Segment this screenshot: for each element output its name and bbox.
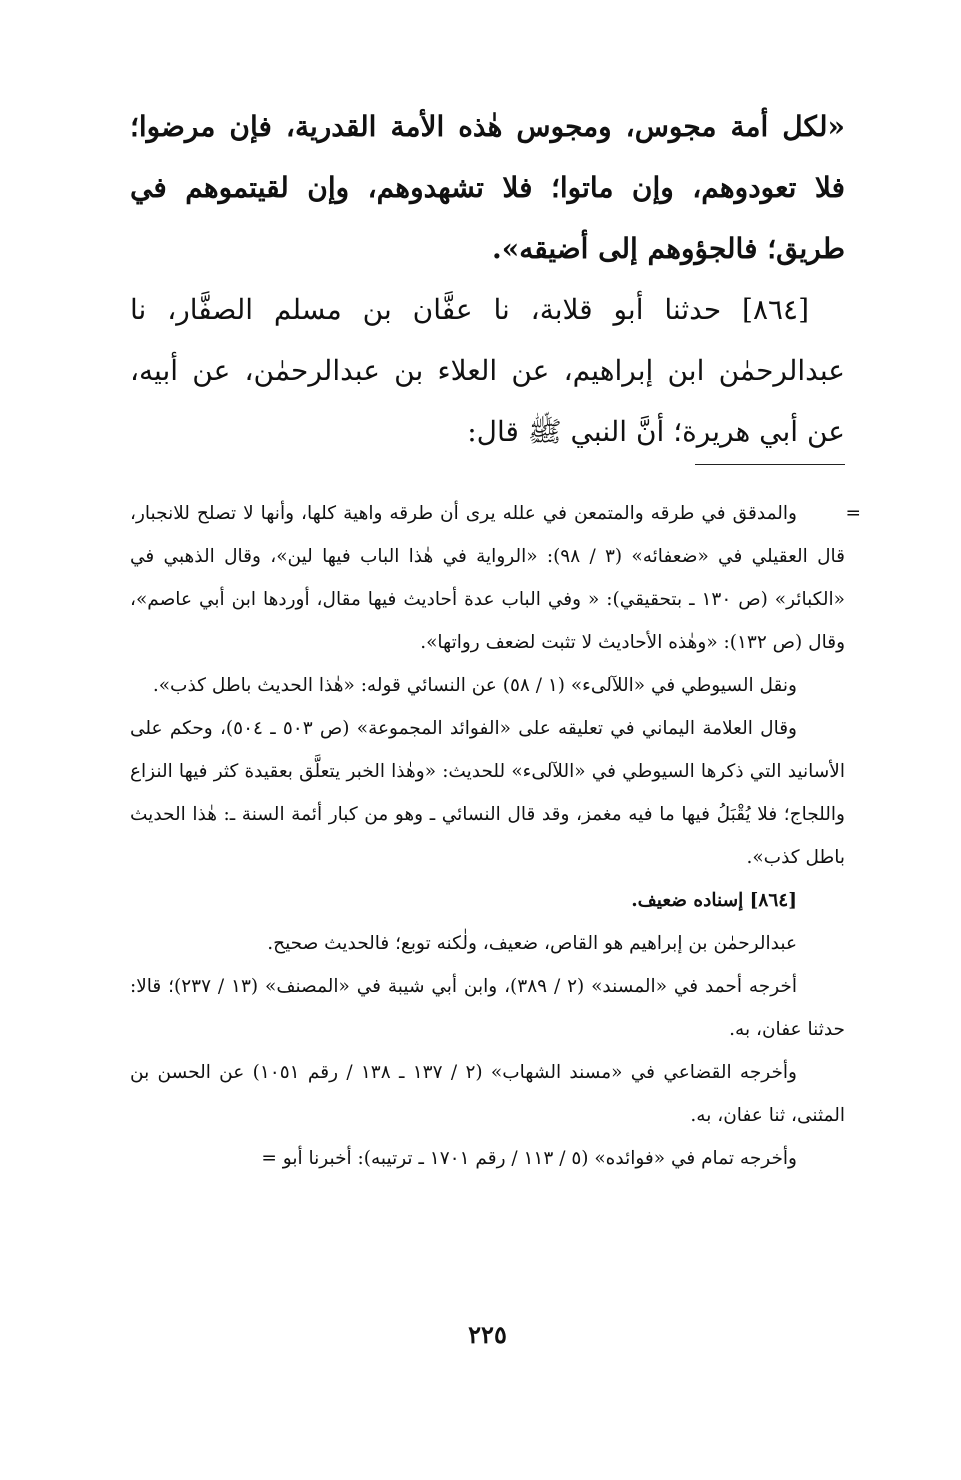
hadith-text: «لكل أمة مجوس، ومجوس هٰذه الأمة القدرية، فإن مرضوا؛ فلا تعودوهم، وإن ماتوا؛ فلا تشهدوهم، وإن لقيتموهم في طريق؛ فالجؤوهم إلى أضيقه». [130, 110, 845, 265]
footnote-paragraph: أخرجه أحمد في «المسند» (٢ / ٣٨٩)، وابن أبي شيبة في «المصنف» (١٣ / ٢٣٧)؛ قالا: حدثنا عفان، به. [130, 976, 845, 1040]
footnote-separator [695, 464, 845, 465]
footnote-paragraph: ونقل السيوطي في «اللآلىء» (١ / ٥٨) عن النسائي قوله: «هٰذا الحديث باطل كذب». [152, 675, 797, 696]
page-number: ٢٢٥ [468, 1320, 507, 1349]
main-text [130, 96, 845, 462]
footnote-heading: [٨٦٤] إسناده ضعيف. [631, 890, 797, 911]
footnote-paragraph: والمدقق في طرقه والمتمعن في علله يرى أن طرقه واهية كلها، وأنها لا تصلح للانجبار، قال العقيلي في «ضعفائه» (٣ / ٩٨): «الرواية في هٰذا الباب فيها لين»، وقال الذهبي في «الكبائر» (ص ١٣٠ ـ بتحقيقي): « وفي الباب عدة أحاديث فيها مقال، أوردها ابن أبي عاصم»، وقال (ص ١٣٢): «وهٰذه الأحاديث لا تثبت لضعف رواتها». [130, 503, 845, 653]
book-page [130, 96, 861, 1480]
footnote-paragraph: وأخرجه القضاعي في «مسند الشهاب» (٢ / ١٣٧ ـ ١٣٨ / رقم ١٠٥١) عن الحسن بن المثنى، ثنا عفان، به. [130, 1062, 845, 1126]
footnotes [130, 492, 861, 1180]
isnad-paragraph: [٨٦٤] حدثنا أبو قلابة، نا عفَّان بن مسلم الصفَّار، نا عبدالرحمٰن ابن إبراهيم، عن العلاء بن عبدالرحمٰن، عن أبيه، عن أبي هريرة؛ أنَّ النبي ﷺ قال: [130, 293, 845, 448]
footnote-paragraph: وأخرجه تمام في «فوائده» (٥ / ١١٣ / رقم ١٧٠١ ـ ترتيبه): أخبرنا أبو = [261, 1148, 797, 1169]
footnote-paragraph: عبدالرحمٰن بن إبراهيم هو القاص، ضعيف، ولٰكنه توبع؛ فالحديث صحيح. [267, 933, 797, 954]
footnote-continuation-mark: = [845, 503, 861, 524]
footnote-paragraph: وقال العلامة اليماني في تعليقه على «الفوائد المجموعة» (ص ٥٠٣ ـ ٥٠٤)، وحكم على الأسانيد التي ذكرها السيوطي في «اللآلىء» للحديث: «وهٰذا الخبر يتعلَّق بعقيدة كثر فيها النزاع واللجاج؛ فلا يُقْبَلُ فيها ما فيه مغمز، وقد قال النسائي ـ وهو من كبار أئمة السنة ـ: هٰذا الحديث باطل كذب». [130, 718, 845, 868]
